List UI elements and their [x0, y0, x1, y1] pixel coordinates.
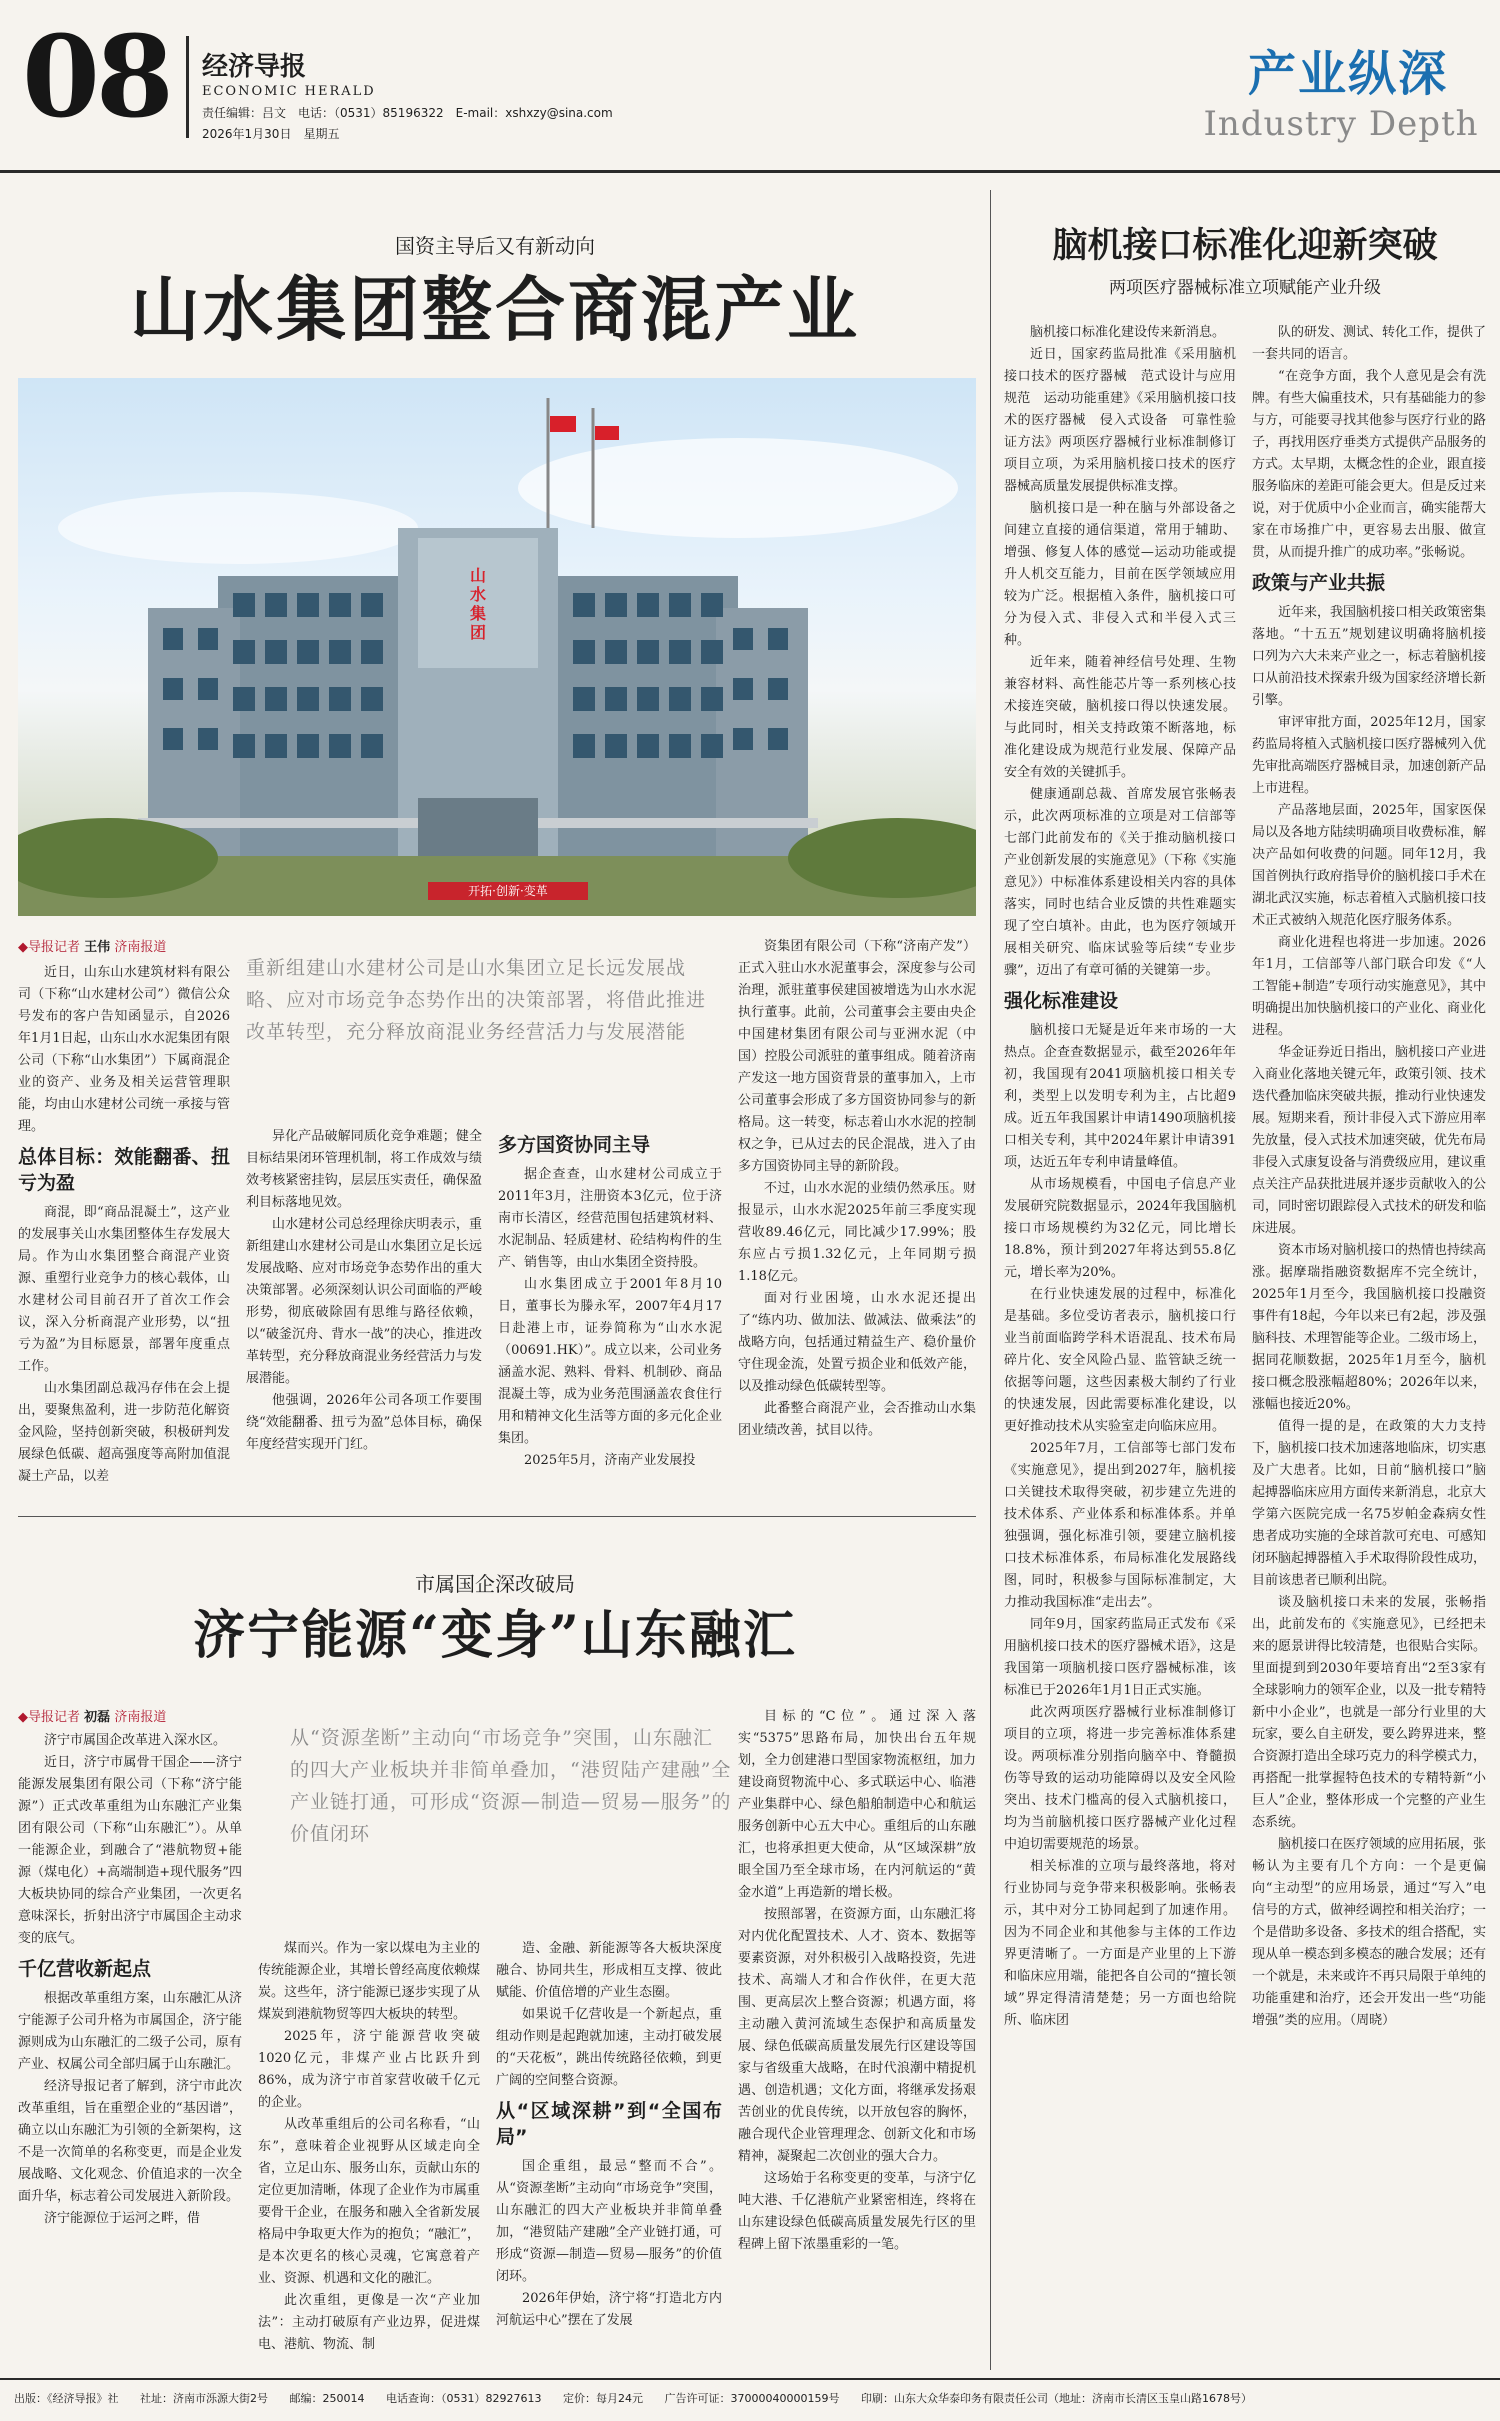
- section-title-en: ECONOMIC HERALD: [202, 84, 376, 99]
- article1-col3: 多方国资协同主导 据企查查，山水建材公司成立于2011年3月，注册资本3亿元，位于济南市长清区，经营范围包括建筑材料、水泥制品、轻质建材、砼结构构件的生产、销售等，由山水集团全资持股。 山水集团成立于2001年8月10日，董事长为滕永军，2007年4月17日赴港上市，证券简称为“山水水泥（00691.HK）”。成立以来，公司业务涵盖水泥、熟料、骨料、机制砂、商品混凝土等，成为业务范围涵盖农食住行用和精神文化生活等方面的多元化企业集团。 2025年5月，济南产业发展投: [498, 1134, 722, 1468]
- masthead: [0, 0, 1500, 160]
- column-title-en: Industry Depth: [1203, 104, 1479, 144]
- footer-printer: 印刷：山东大众华泰印务有限责任公司（地址：济南市长清区玉皇山路1678号）: [860, 2392, 1252, 2405]
- article1-col1: 近日，山东山水建筑材料有限公司（下称“山水建材公司”）微信公众号发布的客户告知函显示，自2026年1月1日起，山东山水水泥集团有限公司（下称“山水集团”）下属商混企业的资产、业务及相关运营管理职能，均由山水建材公司统一承接与管理。 总体目标：效能翻番、扭亏为盈 商混，即“商品混凝土”，这产业的发展事关山水集团整体生存发展大局。作为山水集团整合商混产业资源、重塑行业竞争力的核心载体，山水建材公司目前召开了首次工作会议，深入分析商混产业形势，以“扭亏为盈”为目标愿景，部署年度重点工作。 山水集团副总裁冯存伟在会上提出，要聚焦盈利，进一步防范化解资金风险，坚持创新突破，积极研判发展绿色低碳、超高强度等高附加值混凝土产品，以差: [18, 965, 230, 1484]
- section-title: 经济导报: [202, 52, 307, 82]
- photo-banner: 开拓·创新·变革: [428, 882, 588, 900]
- article3-col2: 队的研发、测试、转化工作，提供了一套共同的语言。 “在竞争方面，我个人意见是会有洗牌。有些大偏重技术，只有基础能力的参与方，可能要寻找其他参与医疗行业的路子，再找用医疗垂类方式提供产品服务的方式。太早期，太概念性的企业，跟直接服务临床的差距可能会更大。但是反过来说，对于优质中小企业而言，确实能帮大家在市场推广中，更容易去出服、做宣贯，从而提升推广的成功率。”张畅说。 政策与产业共振 近年来，我国脑机接口相关政策密集落地。“十五五”规划建议明确将脑机接口列为六大未来产业之一，标志着脑机接口从前沿技术探索升级为国家经济增长新引擎。 审评审批方面，2025年12月，国家药监局将植入式脑机接口医疗器械列入优先审批高端医疗器械目录，加速创新产品上市进程。 产品落地层面，2025年，国家医保局以及各地方陆续明确项目收费标准，解决产品如何收费的问题。同年12月，我国首例执行政府指导价的脑机接口手术在湖北武汉实施，标志着植入式脑机接口技术正式被纳入规范化医疗服务体系。 商业化进程也将进一步加速。2026年1月，工信部等八部门联合印发《“人工智能+制造”专项行动实施意见》，其中明确提出加快脑机接口的产业化、商业化进程。 华金证券近日指出，脑机接口产业进入商业化落地关键元年，政策引领、技术迭代叠加临床突破共振，推动行业快速发展。短期来看，预计非侵入式下游应用率先放量，侵入式技术加速突破，优先布局非侵入式康复设备与消费级应用，建议重点关注产品获批进展并逐步贡献收入的公司，同时密切跟踪侵入式技术的研发和临床进展。 资本市场对脑机接口的热情也持续高涨。据摩瑞指融资数据库不完全统计，2025年1月至今，我国脑机接口投融资事件有18起，今年以来已有2起，涉及强脑科技、术理智能等企业。二级市场上，据同花顺数据，2025年1月至今，脑机接口概念股涨幅超80%；2026年以来，涨幅也接近20%。 值得一提的是，在政策的大力支持下，脑机接口技术加速落地临床，切实惠及广大患者。比如，日前“脑机接口”脑起搏器临床应用方面传来新消息，北京大学第六医院完成一名75岁帕金森病女性患者成功实施的全球首款可充电、可感知闭环脑起搏器植入手术取得阶段性成功，目前该患者已顺利出院。 谈及脑机接口未来的发展，张畅指出，此前发布的《实施意见》，已经把未来的愿景讲得比较清楚，也很贴合实际。里面提到到2030年要培育出“2至3家有全球影响力的领军企业，以及一批专精特新中小企业”，也就是一部分行业里的大玩家，要么自主研发，要么跨界进来，整合资源打造出全球巧克力的科学模式力，再搭配一批掌握特色技术的专精特新“小巨人”企业，整体形成一个完整的产业生态系统。 脑机接口在医疗领域的应用拓展，张畅认为主要有几个方向：一个是更偏向“主动型”的应用场景，通过“写入”电信号的方式，做神经调控和相关治疗；一个是借助多设备、多技术的组合搭配，实现从单一模态到多模态的融合发展；还有一个就是，未来或许不再只局限于单纯的功能重建和治疗，还会开发出一些“功能增强”类的应用。（周晓）: [1252, 325, 1486, 2028]
- article1-subhead-1: 总体目标：效能翻番、扭亏为盈: [18, 1146, 230, 1194]
- article2-col3: 造、金融、新能源等各大板块深度融合、协同共生，形成相互支撑、彼此赋能、价值倍增的产业生态圈。 如果说千亿营收是一个新起点，重组动作则是起跑就加速，主动打破发展的“天花板”，跳出传统路径依赖，到更广阔的空间整合资源。 从“区域深耕”到“全国布局” 国企重组，最忌“整而不合”。从“资源垄断”主动向“市场竞争”突围，山东融汇的四大产业板块并非简单叠加，“港贸陆产建融”全产业链打通，可形成“资源—制造—贸易—服务”的价值闭环。 2026年伊始，济宁将“打造北方内河航运中心”摆在了发展: [496, 1941, 722, 2328]
- article2-byline: ◆导报记者 初磊 济南报道: [18, 1710, 167, 1725]
- footer-license: 广告许可证：37000040000159号: [664, 2392, 840, 2405]
- article2-col4: 目标的“C位”。通过深入落实“5375”思路布局，加快出台五年规划，全力创建港口型国家物流枢纽，加力建设商贸物流中心、多式联运中心、临港产业集群中心、绿色船舶制造中心和航运服务创新中心五大中心。重组后的山东融汇，也将承担更大使命，从“区域深耕”放眼全国乃至全球市场，在内河航运的“黄金水道”上再造新的增长极。 按照部署，在资源方面，山东融汇将对内优化配置技术、人才、资本、数据等要素资源，对外积极引入战略投资，先进技术、高端人才和合作伙伴，在更大范围、更高层次上整合资源；机遇方面，将主动融入黄河流域生态保护和高质量发展、绿色低碳高质量发展先行区建设等国家与省级重大战略，在时代浪潮中精捉机遇、创造机遇；文化方面，将继承发扬艰苦创业的优良传统，以开放包容的胸怀，融合现代企业管理理念、创新文化和市场精神，凝聚起二次创业的强大合力。 这场始于名称变更的变革，与济宁亿吨大港、千亿港航产业紧密相连，终将在山东建设绿色低碳高质量发展先行区的里程碑上留下浓墨重彩的一笔。: [738, 1709, 976, 2252]
- editor-line: 责任编辑：吕文 电话：（0531）85196322 E-mail：xshxzy@sina.com: [202, 106, 613, 120]
- footer-price: 定价：每月24元: [562, 2392, 643, 2405]
- byline-tag-icon: ◆: [18, 940, 28, 955]
- article1-headline: 山水集团整合商混产业: [130, 268, 860, 351]
- article-separator: [18, 1516, 976, 1517]
- article2-subhead-2: 从“区域深耕”到“全国布局”: [496, 2100, 722, 2148]
- article2-pull-quote: 从“资源垄断”主动向“市场竞争”突围，山东融汇的四大产业板块并非简单叠加，“港贸陆产建融”全产业链打通，可形成“资源—制造—贸易—服务”的价值闭环: [290, 1727, 732, 1845]
- footer-address: 社址：济南市泺源大街2号: [140, 2392, 268, 2405]
- article3-subhead-1: 强化标准建设: [1004, 990, 1119, 1012]
- article1-subhead-2: 多方国资协同主导: [498, 1134, 651, 1156]
- building-illustration: [18, 378, 976, 916]
- footer-postcode: 邮编：250014: [289, 2392, 365, 2405]
- page-column-divider: [990, 190, 991, 2370]
- footer-phone: 电话查询：（0531）82927613: [386, 2392, 542, 2405]
- article1-pull-quote: 重新组建山水建材公司是山水集团立足长远发展战略、应对市场竞争态势作出的决策部署，将借此推进改革转型，充分释放商混业务经营活力与发展潜能: [246, 957, 707, 1043]
- article1-byline: ◆导报记者 王伟 济南报道: [18, 940, 167, 955]
- photo-building-sign: 山水集团: [470, 566, 487, 642]
- page-number: 08: [22, 12, 170, 143]
- article2-col2: 煤而兴。作为一家以煤电为主业的传统能源企业，其增长曾经高度依赖煤炭。这些年，济宁能源已逐步实现了从煤炭到港航物贸等四大板块的转型。 2025年，济宁能源营收突破1020亿元，非煤产业占比跃升到86%，成为济宁市首家营收破千亿元的企业。 从改革重组后的公司名称看，“山东”，意味着企业视野从区域走向全省，立足山东、服务山东，贡献山东的定位更加清晰，体现了企业作为市属重要骨干企业，在服务和融入全省新发展格局中争取更大作为的抱负；“融汇”，是本次更名的核心灵魂，它寓意着产业、资源、机遇和文化的融汇。 此次重组，更像是一次“产业加法”：主动打破原有产业边界，促进煤电、港航、物流、制: [258, 1941, 480, 2352]
- article3-subhead-2: 政策与产业共振: [1252, 572, 1386, 594]
- article1-photo: [18, 378, 976, 916]
- article1-col4: 资集团有限公司（下称“济南产发”）正式入驻山水水泥董事会，深度参与公司治理，派驻董事侯建国被增选为山水水泥执行董事。此前，公司董事会主要由央企中国建材集团有限公司与亚洲水泥（中国）控股公司派驻的董事组成。随着济南产发这一地方国资背景的董事加入，上市公司董事会形成了多方国资协同参与的新格局。这一转变，标志着山水水泥的控制权之争，已从过去的民企混战，进入了由多方国资协同主导的新阶段。 不过，山水水泥的业绩仍然承压。财报显示，山水水泥2025年前三季度实现营收89.46亿元，同比减少17.99%；股东应占亏损1.32亿元，上年同期亏损1.18亿元。 面对行业困境，山水水泥还提出了“练内功、做加法、做减法、做乘法”的战略方向，包括通过精益生产、稳价量价守住现金流，处置亏损企业和低效产能，以及推动绿色低碳转型等。 此番整合商混产业，会否推动山水集团业绩改善，拭目以待。: [738, 939, 976, 1438]
- article2-headline: 济宁能源“变身”山东融汇: [193, 1605, 797, 1666]
- article3-col1: 脑机接口标准化建设传来新消息。 近日，国家药监局批准《采用脑机接口技术的医疗器械 范式设计与应用规范 运动功能重建》《采用脑机接口技术的医疗器械 侵入式设备 可靠性验证方法》两项医疗器械行业标准制修订项目立项，为采用脑机接口技术的医疗器械高质量发展提供标准支撑。 脑机接口是一种在脑与外部设备之间建立直接的通信渠道，常用于辅助、增强、修复人体的感觉—运动功能或提升人机交互能力，目前在医学领域应用较为广泛。根据植入条件，脑机接口可分为侵入式、非侵入式和半侵入式三种。 近年来，随着神经信号处理、生物兼容材料、高性能芯片等一系列核心技术接连突破，脑机接口得以快速发展。与此同时，相关支持政策不断落地，标准化建设成为规范行业发展、保障产品安全有效的关键抓手。 健康通副总裁、首席发展官张畅表示，此次两项标准的立项是对工信部等七部门此前发布的《关于推动脑机接口产业创新发展的实施意见》（下称《实施意见》）中标准体系建设相关内容的具体落实，同时也结合业反馈的共性难题实现了空白填补。由此，也为医疗领域开展相关研究、临床试验等后续“专业步骤”，迈出了有章可循的关键第一步。 强化标准建设 脑机接口无疑是近年来市场的一大热点。企查查数据显示，截至2026年年初，我国现有2041项脑机接口相关专利，类型上以发明专利为主，占比超9成。近五年我国累计申请1490项脑机接口相关专利，其中2024年累计申请391项，达近五年专利申请量峰值。 从市场规模看，中国电子信息产业发展研究院数据显示，2024年我国脑机接口市场规模约为32亿元，同比增长18.8%，预计到2027年将达到55.8亿元，增长率为20%。 在行业快速发展的过程中，标准化是基础。多位受访者表示，脑机接口行业当前面临跨学科术语混乱、技术布局碎片化、安全风险凸显、监管缺乏统一依据等问题，这些因素极大制约了行业的快速发展，因此需要标准化建设，以更好推动技术从实验室走向临床应用。 2025年7月，工信部等七部门发布《实施意见》，提出到2027年，脑机接口关键技术取得突破，初步建立先进的技术体系、产业体系和标准体系。并单独强调，强化标准引领，要建立脑机接口技术标准体系，布局标准化发展路线图，同时，积极参与国际标准制定，大力推动我国标准“走出去”。 同年9月，国家药监局正式发布《采用脑机接口技术的医疗器械术语》，这是我国第一项脑机接口医疗器械标准，该标准已于2026年1月1日正式实施。 此次两项医疗器械行业标准制修订项目的立项，将进一步完善标准体系建设。两项标准分别指向脑卒中、脊髓损伤等导致的运动功能障碍以及安全风险突出、技术门槛高的侵入式脑机接口，均为当前脑机接口医疗器械产业化过程中迫切需要规范的场景。 相关标准的立项与最终落地，将对行业协同与竞争带来积极影响。张畅表示，其中对分工协同起到了加速作用。因为不同企业和其他参与主体的工作边界更清晰了。一方面是产业里的上下游和临床应用端，能把各自公司的“擅长领域”界定得清清楚楚；另一方面也给院所、临床团: [1004, 325, 1236, 2028]
- byline-tag-icon: ◆: [18, 1710, 28, 1725]
- article2-col1: 济宁市属国企改革进入深水区。 近日，济宁市属骨干国企——济宁能源发展集团有限公司（下称“济宁能源”）正式改革重组为山东融汇产业集团有限公司（下称“山东融汇”）。从单一能源企业，到融合了“港航物贸+能源（煤电化）+高端制造+现代服务”四大板块协同的综合产业集团，一次更名意味深长，折射出济宁市属国企主动求变的底气。 千亿营收新起点 根据改革重组方案，山东融汇从济宁能源子公司升格为市属国企，济宁能源则成为山东融汇的二级子公司，原有产业、权属公司全部归属于山东融汇。 经济导报记者了解到，济宁市此次改革重组，旨在重塑企业的“基因谱”，确立以山东融汇为引领的全新架构，这不是一次简单的名称变更，而是企业发展战略、文化观念、价值追求的一次全面升华，标志着公司发展进入新阶段。 济宁能源位于运河之畔，借: [18, 1733, 242, 2226]
- article2-kicker: 市属国企深改破局: [415, 1572, 575, 1596]
- footer-bar: [14, 2388, 1486, 2412]
- article3-subhead: 两项医疗器械标准立项赋能产业升级: [1109, 278, 1381, 298]
- article1-col2: 异化产品破解同质化竞争难题；健全目标结果闭环管理机制，将工作成效与绩效考核紧密挂钩，层层压实责任，确保盈利目标落地见效。 山水建材公司总经理徐庆明表示，重新组建山水建材公司是山水集团立足长远发展战略、应对市场竞争态势作出的重大决策部署。必须深刻认识公司面临的严峻形势，彻底破除固有思维与路径依赖，以“破釜沉舟、背水一战”的决心，推进改革转型，充分释放商混业务经营活力与发展潜能。 他强调，2026年公司各项工作要围绕“效能翻番、扭亏为盈”总体目标，确保年度经营实现开门红。: [246, 1129, 482, 1452]
- issue-date: 2026年1月30日 星期五: [202, 127, 340, 141]
- footer-top-rule: [0, 2378, 1500, 2380]
- article1-kicker: 国资主导后又有新动向: [395, 234, 595, 258]
- column-title: 产业纵深: [1247, 46, 1448, 102]
- article2-subhead-1: 千亿营收新起点: [18, 1958, 152, 1980]
- masthead-divider: [186, 36, 189, 138]
- footer-publisher: 出版：《经济导报》社: [14, 2392, 119, 2405]
- masthead-bottom-rule: [0, 170, 1500, 173]
- article3-headline: 脑机接口标准化迎新突破: [1052, 225, 1438, 266]
